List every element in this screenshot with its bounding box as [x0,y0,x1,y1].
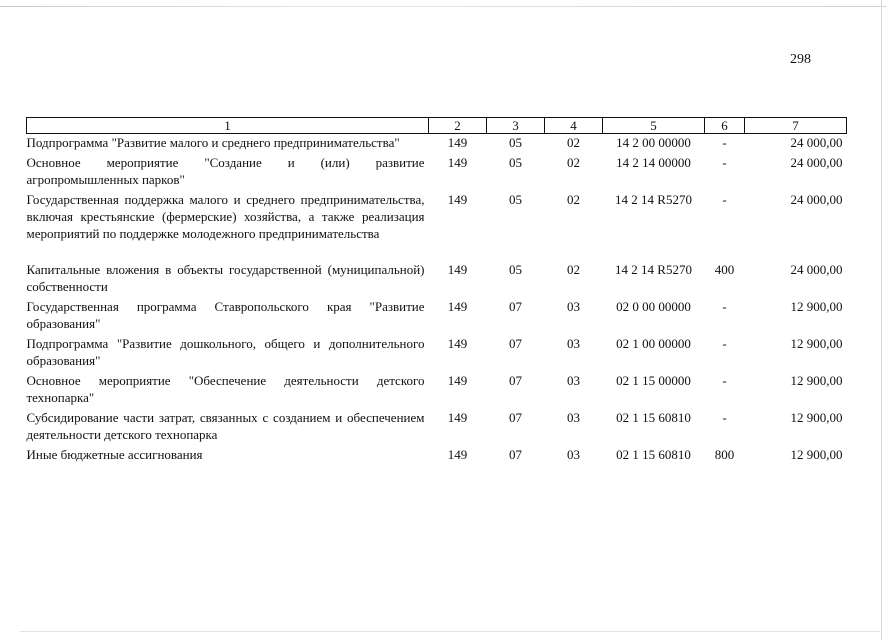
row-code-4: 03 [567,299,580,314]
row-code-6: 400 [714,262,735,277]
row-code-4: 02 [567,192,580,207]
table-row [27,446,847,466]
row-amount: 24 000,00 [790,192,843,207]
row-code-4: 03 [567,336,580,351]
row-name: Иные бюджетные ассигнования [26,447,203,462]
column-header-6: 6 [705,118,745,134]
row-code-6: - [722,373,727,388]
row-code-2: 149 [447,262,468,277]
table-row [27,409,847,446]
row-code-6: 800 [714,447,735,462]
row-code-3: 05 [509,262,522,277]
row-code-3: 05 [509,135,522,150]
scan-edge-top [0,6,886,7]
row-code-4: 02 [567,155,580,170]
row-amount: 12 900,00 [790,336,843,351]
row-amount: 12 900,00 [790,373,843,388]
scan-edge-bottom [20,631,880,632]
row-code-6: - [722,192,727,207]
row-name: Основное мероприятие "Создание и (или) развитие агропромышленных парков" [26,155,425,187]
row-code-6: - [722,410,727,425]
row-code-2: 149 [447,447,468,462]
page-number: 298 [790,52,811,67]
table-row [27,335,847,372]
table-row [27,134,847,155]
row-code-5: 14 2 14 00000 [616,155,691,170]
row-code-5: 14 2 14 R5270 [615,192,692,207]
column-header-1: 1 [27,118,429,134]
row-code-5: 02 1 15 60810 [616,447,691,462]
row-code-5: 14 2 00 00000 [616,135,691,150]
row-name: Основное мероприятие "Обеспечение деятельности детского технопарка" [26,373,425,405]
row-name: Капитальные вложения в объекты государственной (муниципальной) собственности [26,262,425,294]
table-row [27,191,847,245]
row-code-3: 07 [509,410,522,425]
row-code-4: 03 [567,373,580,388]
row-code-2: 149 [447,155,468,170]
table-row [27,298,847,335]
row-name: Субсидирование части затрат, связанных с созданием и обеспечением деятельности детского технопарка [26,410,425,442]
table-row [27,245,847,298]
row-code-5: 02 1 15 00000 [616,373,691,388]
row-code-2: 149 [447,336,468,351]
row-code-2: 149 [447,299,468,314]
row-code-3: 07 [509,299,522,314]
row-name: Подпрограмма "Развитие малого и среднего предпринимательства" [26,135,400,150]
column-header-3: 3 [487,118,545,134]
row-code-3: 07 [509,336,522,351]
table-row [27,372,847,409]
row-code-3: 05 [509,192,522,207]
row-code-4: 03 [567,410,580,425]
scan-edge-right [881,0,882,640]
row-code-4: 03 [567,447,580,462]
row-name: Подпрограмма "Развитие дошкольного, общего и дополнительного образования" [26,336,425,368]
row-code-3: 07 [509,447,522,462]
row-code-6: - [722,155,727,170]
row-code-5: 02 1 00 00000 [616,336,691,351]
row-code-5: 14 2 14 R5270 [615,262,692,277]
row-code-6: - [722,135,727,150]
row-name: Государственная поддержка малого и среднего предпринимательства, включая крестьянские (фермерские) хозяйства, а также реализация мероприятий по поддержке молодежного предпринимательства [26,192,425,241]
row-name: Государственная программа Ставропольского края "Развитие образования" [26,299,425,331]
row-code-3: 05 [509,155,522,170]
row-amount: 24 000,00 [790,262,843,277]
row-code-6: - [722,299,727,314]
row-code-2: 149 [447,192,468,207]
row-code-2: 149 [447,410,468,425]
column-header-5: 5 [603,118,705,134]
row-code-3: 07 [509,373,522,388]
row-code-5: 02 1 15 60810 [616,410,691,425]
column-header-7: 7 [745,118,847,134]
table-header-row [27,118,847,134]
row-code-4: 02 [567,262,580,277]
row-code-6: - [722,336,727,351]
row-code-5: 02 0 00 00000 [616,299,691,314]
row-amount: 24 000,00 [790,155,843,170]
table-row [27,154,847,191]
row-code-4: 02 [567,135,580,150]
row-code-2: 149 [447,373,468,388]
row-amount: 12 900,00 [790,299,843,314]
row-amount: 24 000,00 [790,135,843,150]
row-amount: 12 900,00 [790,410,843,425]
budget-table [26,117,847,466]
column-header-2: 2 [429,118,487,134]
column-header-4: 4 [545,118,603,134]
row-code-2: 149 [447,135,468,150]
row-amount: 12 900,00 [790,447,843,462]
